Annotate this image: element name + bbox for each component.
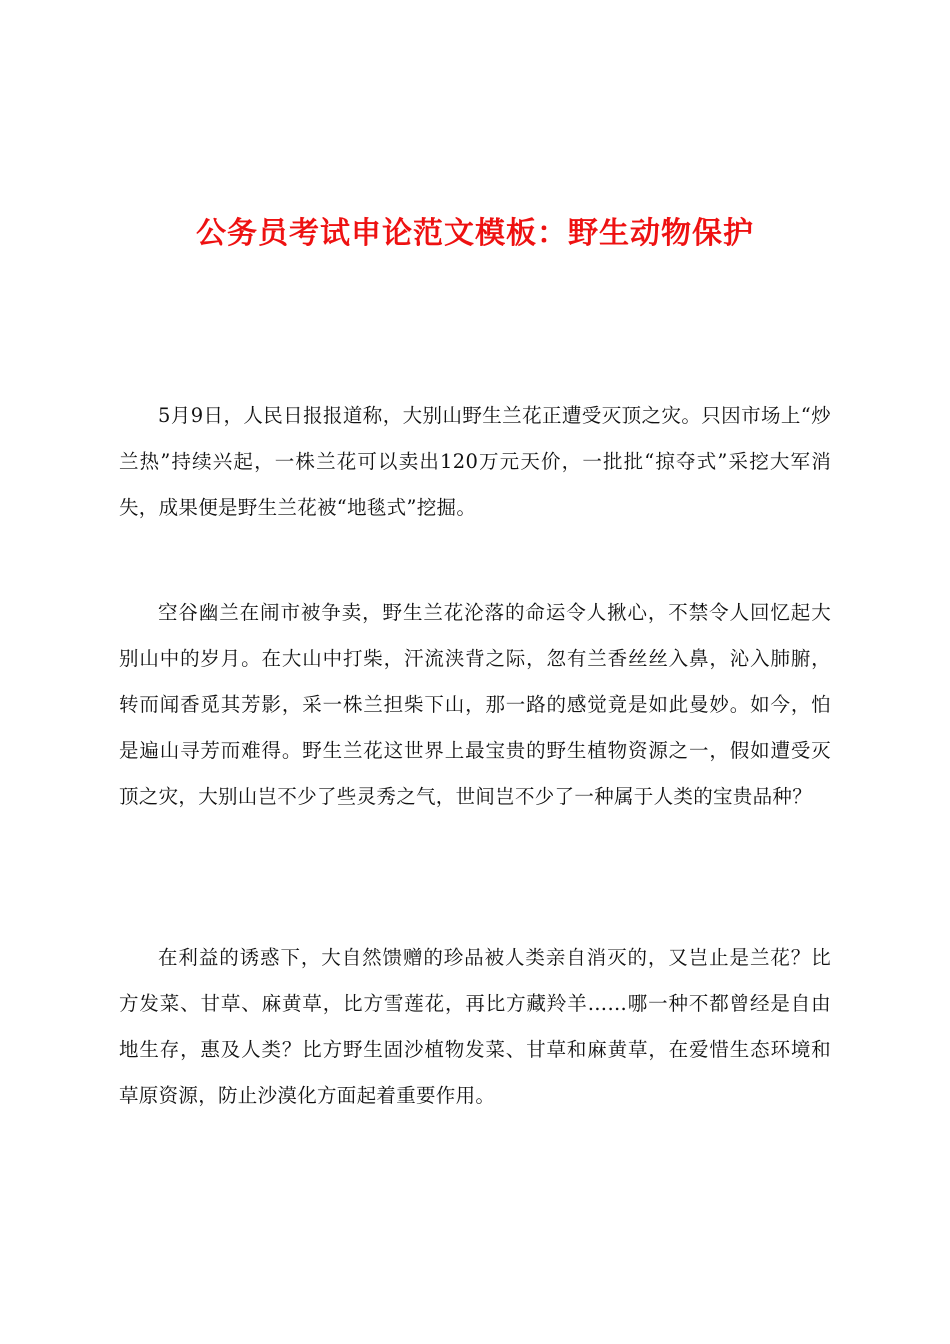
- document-title: 公务员考试申论范文模板：野生动物保护: [196, 216, 754, 251]
- paragraph-2: 空谷幽兰在闹市被争卖，野生兰花沦落的命运令人揪心，不禁令人回忆起大别山中的岁月。在大山中打柴，汗流浃背之际，忽有兰香丝丝入鼻，沁入肺腑，转而闻香觅其芳影，采一株兰担柴下山，那一路的感觉竟是如此曼妙。如今，怕是遍山寻芳而难得。野生兰花这世界上最宝贵的野生植物资源之一，假如遭受灭顶之灾，大别山岂不少了些灵秀之气，世间岂不少了一种属于人类的宝贵品种？: [119, 601, 831, 808]
- paragraph-1: 5月9日，人民日报报道称，大别山野生兰花正遭受灭顶之灾。只因市场上“炒兰热”持续兴起，一株兰花可以卖出120万元天价，一批批“掠夺式”采挖大军消失，成果便是野生兰花被“地毯式”挖掘。: [119, 404, 831, 519]
- paragraph-3: 在利益的诱惑下，大自然馈赠的珍品被人类亲自消灭的，又岂止是兰花？比方发菜、甘草、麻黄草，比方雪莲花，再比方藏羚羊……哪一种不都曾经是自由地生存，惠及人类？比方野生固沙植物发菜、甘草和麻黄草，在爱惜生态环境和草原资源，防止沙漠化方面起着重要作用。: [119, 946, 831, 1107]
